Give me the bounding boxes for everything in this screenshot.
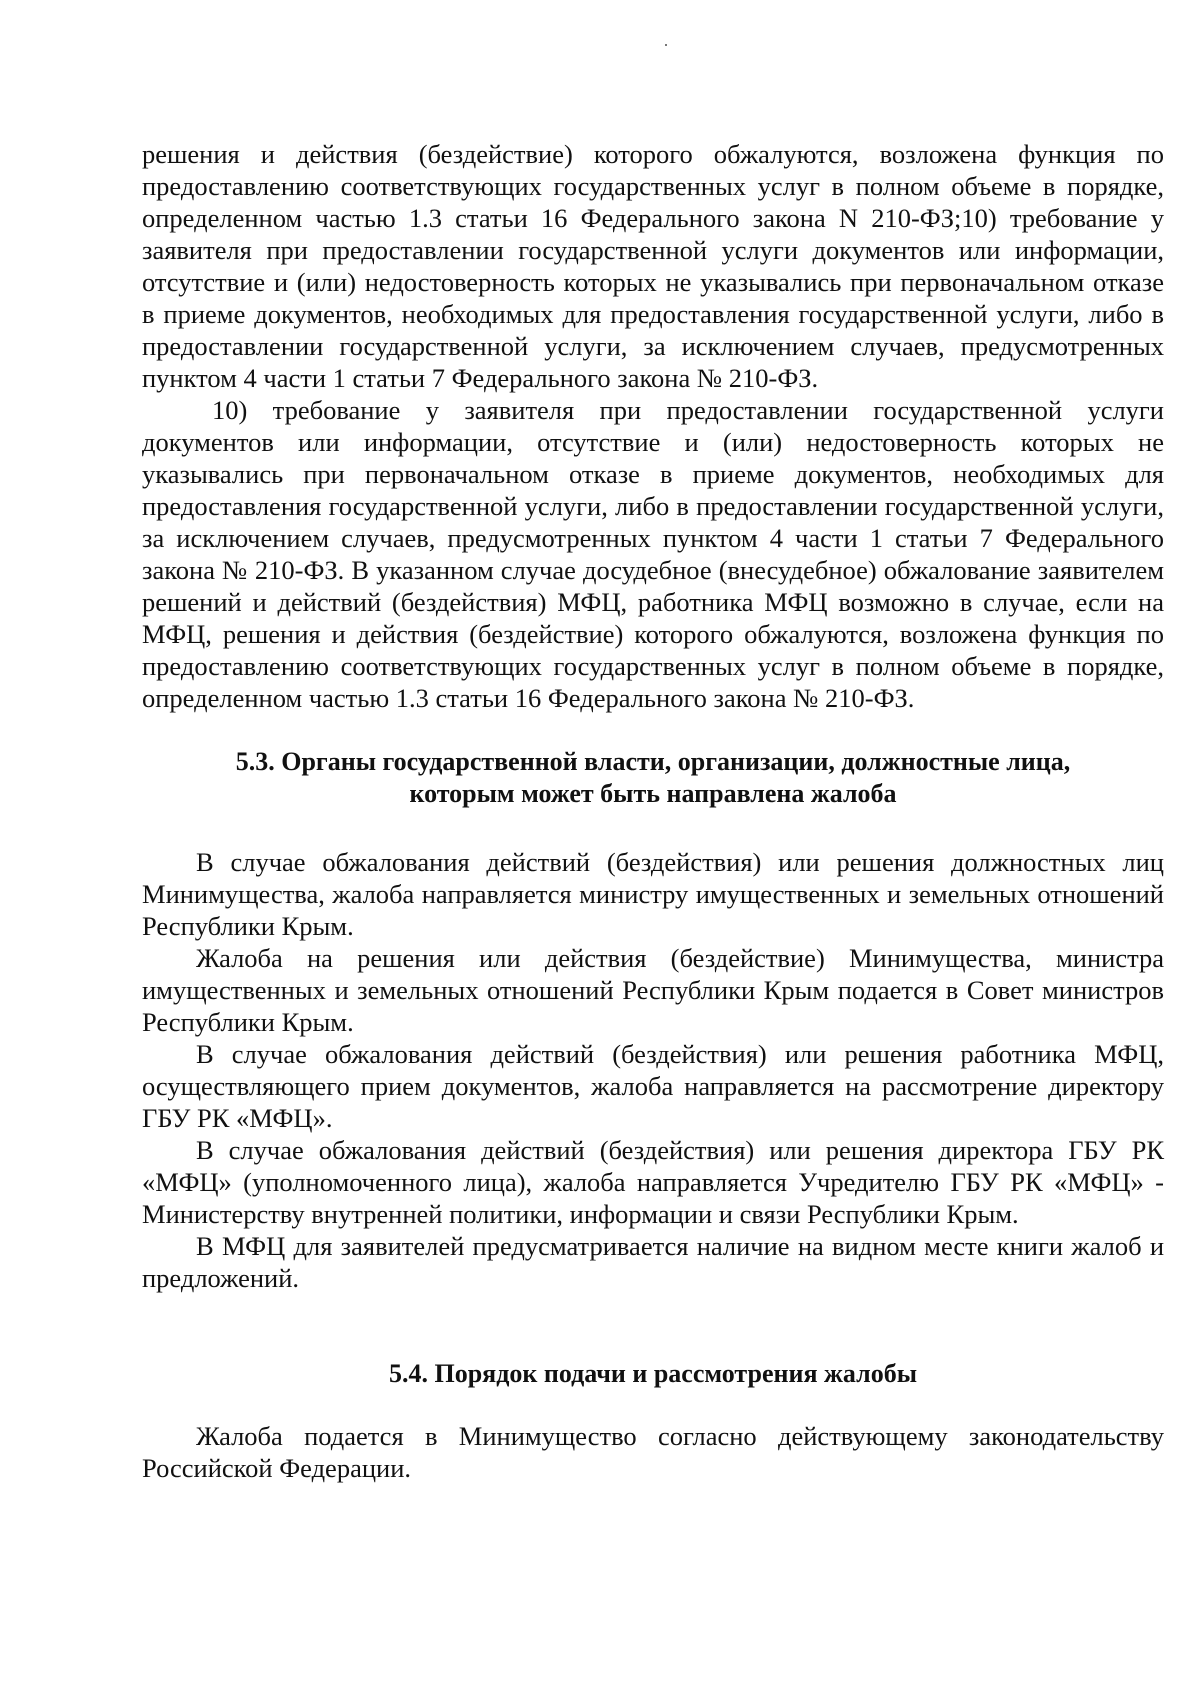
section-heading-line: которым может быть направлена жалоба bbox=[409, 779, 897, 808]
section-5-3-heading bbox=[142, 746, 1164, 810]
paragraph: В случае обжалования действий (бездействия) или решения директора ГБУ РК «МФЦ» (уполномоченного лица), жалоба направляется Учредителю ГБУ РК «МФЦ» - Министерству внутренней политики, информации и связи Республики Крым. bbox=[142, 1135, 1164, 1229]
section-heading-line: 5.3. Органы государственной власти, организации, должностные лица, bbox=[235, 747, 1071, 776]
paragraph: В случае обжалования действий (бездействия) или решения должностных лиц Минимущества, жалоба направляется министру имущественных и земельных отношений Республики Крым. bbox=[142, 847, 1164, 941]
paragraph: В МФЦ для заявителей предусматривается наличие на видном месте книги жалоб и предложений. bbox=[142, 1231, 1164, 1293]
paragraph: Жалоба на решения или действия (бездействие) Минимущества, министра имущественных и земельных отношений Республики Крым подается в Совет министров Республики Крым. bbox=[142, 943, 1164, 1037]
paragraph: В случае обжалования действий (бездействия) или решения работника МФЦ, осуществляющего прием документов, жалоба направляется на рассмотрение директору ГБУ РК «МФЦ». bbox=[142, 1039, 1164, 1133]
paragraph: Жалоба подается в Минимущество согласно действующему законодательству Российской Федерации. bbox=[142, 1421, 1164, 1483]
spacer bbox=[142, 714, 1164, 746]
document-page bbox=[142, 138, 1164, 1484]
section-5-4-body bbox=[142, 1420, 1164, 1484]
spacer bbox=[142, 810, 1164, 846]
paragraph-continuation: решения и действия (бездействие) которого обжалуются, возложена функция по предоставлению соответствующих государственных услуг в полном объеме в порядке, определенном частью 1.3 статьи 16 Федерального закона N 210-ФЗ;10) требование у заявителя при предоставлении государственной услуги документов или информации, отсутствие и (или) недостоверность которых не указывались при первоначальном отказе в приеме документов, необходимых для предоставления государственной услуги, либо в предоставлении государственной услуги, за исключением случаев, предусмотренных пунктом 4 части 1 статьи 7 Федерального закона № 210-ФЗ. bbox=[142, 139, 1164, 393]
section-5-4-heading: 5.4. Порядок подачи и рассмотрения жалобы bbox=[389, 1359, 917, 1388]
paragraph-item-10: 10) требование у заявителя при предоставлении государственной услуги документов или информации, отсутствие и (или) недостоверность которых не указывались при первоначальном отказе в приеме документов, необходимых для предоставления государственной услуги, либо в предоставлении государственной услуги, за исключением случаев, предусмотренных пунктом 4 части 1 статьи 7 Федерального закона № 210-ФЗ. В указанном случае досудебное (внесудебное) обжалование заявителем решений и действий (бездействия) МФЦ, работника МФЦ возможно в случае, если на МФЦ, решения и действия (бездействие) которого обжалуются, возложена функция по предоставлению соответствующих государственных услуг в полном объеме в порядке, определенном частью 1.3 статьи 16 Федерального закона № 210-ФЗ. bbox=[142, 395, 1164, 713]
scan-speck bbox=[665, 44, 667, 46]
spacer bbox=[142, 1390, 1164, 1420]
spacer bbox=[142, 1294, 1164, 1358]
section-5-3-body bbox=[142, 846, 1164, 1294]
